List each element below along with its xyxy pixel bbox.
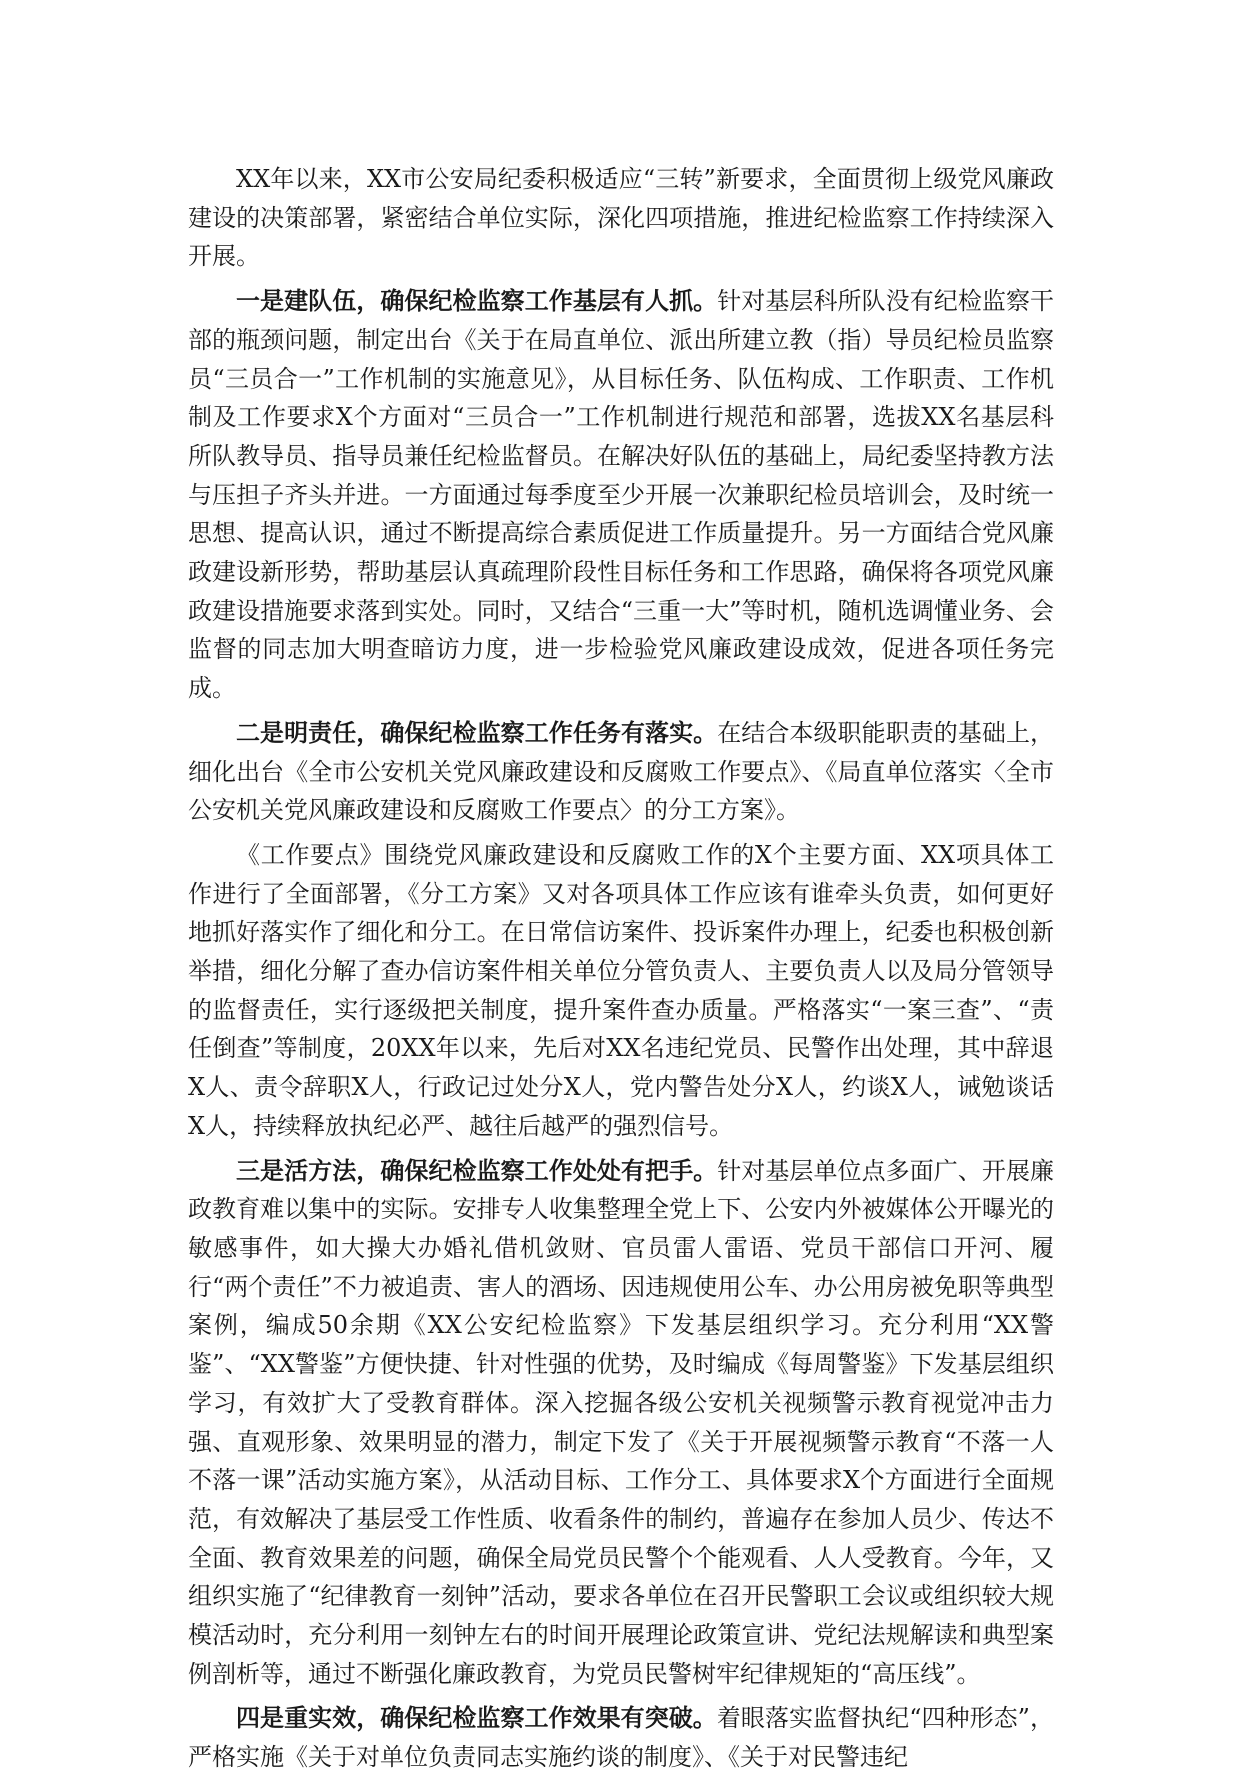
paragraph-text: 针对基层单位点多面广、开展廉政教育难以集中的实际。安排专人收集整理全党上下、公安内外被媒体公开曝光的敏感事件，如大操大办婚礼借机敛财、官员雷人雷语、党员干部信口开河、履行“两个责任”不力被追责、害人的酒场、因违规使用公车、办公用房被免职等典型案例，编成50余期《XX公安纪检监察》下发基层组织学习。充分利用“XX警鉴”、“XX警鉴”方便快捷、针对性强的优势，及时编成《每周警鉴》下发基层组织学习，有效扩大了受教育群体。深入挖掘各级公安机关视频警示教育视觉冲击力强、直观形象、效果明显的潜力，制定下发了《关于开展视频警示教育“不落一人不落一课”活动实施方案》，从活动目标、工作分工、具体要求X个方面进行全面规范，有效解决了基层受工作性质、收看条件的制约，普遍存在参加人员少、传达不全面、教育效果差的问题，确保全局党员民警个个能观看、人人受教育。今年，又组织实施了“纪律教育一刻钟”活动，要求各单位在召开民警职工会议或组织较大规模活动时，充分利用一刻钟左右的时间开展理论政策宣讲、党纪法规解读和典型案例剖析等，通过不断强化廉政教育，为党员民警树牢纪律规矩的“高压线”。 bbox=[188, 1156, 1055, 1688]
paragraph-lead: 四是重实效，确保纪检监察工作效果有突破。 bbox=[236, 1703, 717, 1733]
paragraph-text: XX年以来，XX市公安局纪委积极适应“三转”新要求，全面贯彻上级党风廉政建设的决策部署，紧密结合单位实际，深化四项措施，推进纪检监察工作持续深入开展。 bbox=[188, 165, 1054, 271]
document-page bbox=[188, 160, 1054, 1783]
paragraph-text: 《工作要点》围绕党风廉政建设和反腐败工作的X个主要方面、XX项具体工作进行了全面部署，《分工方案》又对各项具体工作应该有谁牵头负责，如何更好地抓好落实作了细化和分工。在日常信访案件、投诉案件办理上，纪委也积极创新举措，细化分解了查办信访案件相关单位分管负责人、主要负责人以及局分管领导的监督责任，实行逐级把关制度，提升案件查办质量。严格落实“一案三查”、“责任倒查”等制度，20XX年以来，先后对XX名违纪党员、民警作出处理，其中辞退X人、责令辞职X人，行政记过处分X人，党内警告处分X人，约谈X人，诫勉谈话X人，持续释放执纪必严、越往后越严的强烈信号。 bbox=[188, 840, 1054, 1140]
intro-paragraph bbox=[188, 160, 1054, 276]
paragraph-text: 在结合本级职能职责的基础上，细化出台《全市公安机关党风廉政建设和反腐败工作要点》、《局直单位落实〈全市公安机关党风廉政建设和反腐败工作要点〉的分工方案》。 bbox=[188, 718, 1055, 825]
section-four-paragraph bbox=[188, 1699, 1054, 1776]
paragraph-text: 针对基层科所队没有纪检监察干部的瓶颈问题，制定出台《关于在局直单位、派出所建立教（指）导员纪检员监察员“三员合一”工作机制的实施意见》，从目标任务、队伍构成、工作职责、工作机制及工作要求X个方面对“三员合一”工作机制进行规范和部署，选拔XX名基层科所队教导员、指导员兼任纪检监督员。在解决好队伍的基础上，局纪委坚持教方法与压担子齐头并进。一方面通过每季度至少开展一次兼职纪检员培训会，及时统一思想、提高认识，通过不断提高综合素质促进工作质量提升。另一方面结合党风廉政建设新形势，帮助基层认真疏理阶段性目标任务和工作思路，确保将各项党风廉政建设措施要求落到实处。同时，又结合“三重一大”等时机，随机选调懂业务、会监督的同志加大明查暗访力度，进一步检验党风廉政建设成效，促进各项任务完成。 bbox=[188, 287, 1055, 703]
section-two-paragraph bbox=[188, 714, 1054, 830]
section-one-paragraph bbox=[188, 282, 1054, 708]
section-three-paragraph bbox=[188, 1152, 1054, 1694]
paragraph-lead: 三是活方法，确保纪检监察工作处处有把手。 bbox=[236, 1155, 718, 1185]
paragraph-text: 着眼落实监督执纪“四种形态”，严格实施《关于对单位负责同志实施约谈的制度》、《关于对民警违纪 bbox=[188, 1704, 1054, 1772]
paragraph-lead: 一是建队伍，确保纪检监察工作基层有人抓。 bbox=[236, 286, 718, 316]
section-two-continued-paragraph bbox=[188, 836, 1054, 1146]
paragraph-lead: 二是明责任，确保纪检监察工作任务有落实。 bbox=[236, 717, 718, 747]
